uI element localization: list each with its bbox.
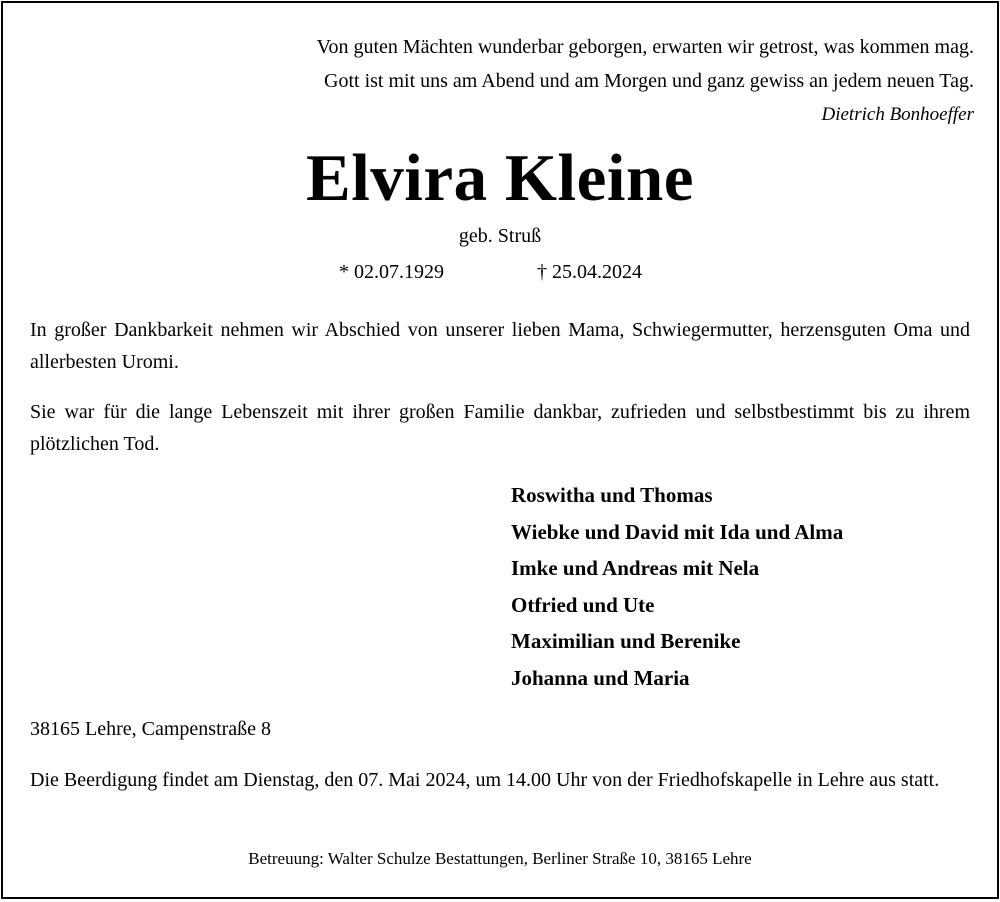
family-list (511, 477, 843, 696)
funeral-notice: Die Beerdigung findet am Dienstag, den 07. Mai 2024, um 14.00 Uhr von der Friedhofskapelle in Lehre aus statt. (30, 769, 940, 791)
family-member: Maximilian und Berenike (511, 629, 741, 653)
family-member: Johanna und Maria (511, 665, 690, 690)
death-date: † 25.04.2024 (537, 261, 642, 283)
undertaker-footer: Betreuung: Walter Schulze Bestattungen, Berliner Straße 10, 38165 Lehre (248, 849, 752, 868)
family-member: Wiebke und David mit Ida und Alma (511, 519, 844, 544)
quote-author: Dietrich Bonhoeffer (821, 104, 974, 125)
deceased-name: Elvira Kleine (306, 141, 694, 215)
farewell-paragraph: In großer Dankbarkeit nehmen wir Abschied von unserer lieben Mama, Schwiegermutter, herzensguten Oma und allerbesten Uromi. (30, 319, 970, 373)
birth-name: geb. Struß (458, 225, 542, 247)
family-member: Roswitha und Thomas (511, 483, 713, 507)
quote-line-1: Von guten Mächten wunderbar geborgen, erwarten wir getrost, was kommen mag. (316, 36, 974, 58)
family-member: Imke und Andreas mit Nela (511, 556, 760, 580)
family-member: Otfried und Ute (511, 592, 655, 617)
life-paragraph: Sie war für die lange Lebenszeit mit ihrer großen Familie dankbar, zufrieden und selbstbestimmt bis zu ihrem plötzlichen Tod. (30, 401, 970, 455)
birth-date: * 02.07.1929 (339, 261, 444, 283)
address: 38165 Lehre, Campenstraße 8 (30, 718, 272, 740)
quote-block (317, 30, 974, 132)
quote-line-2: Gott ist mit uns am Abend und am Morgen und ganz gewiss an jedem neuen Tag. (324, 70, 974, 92)
